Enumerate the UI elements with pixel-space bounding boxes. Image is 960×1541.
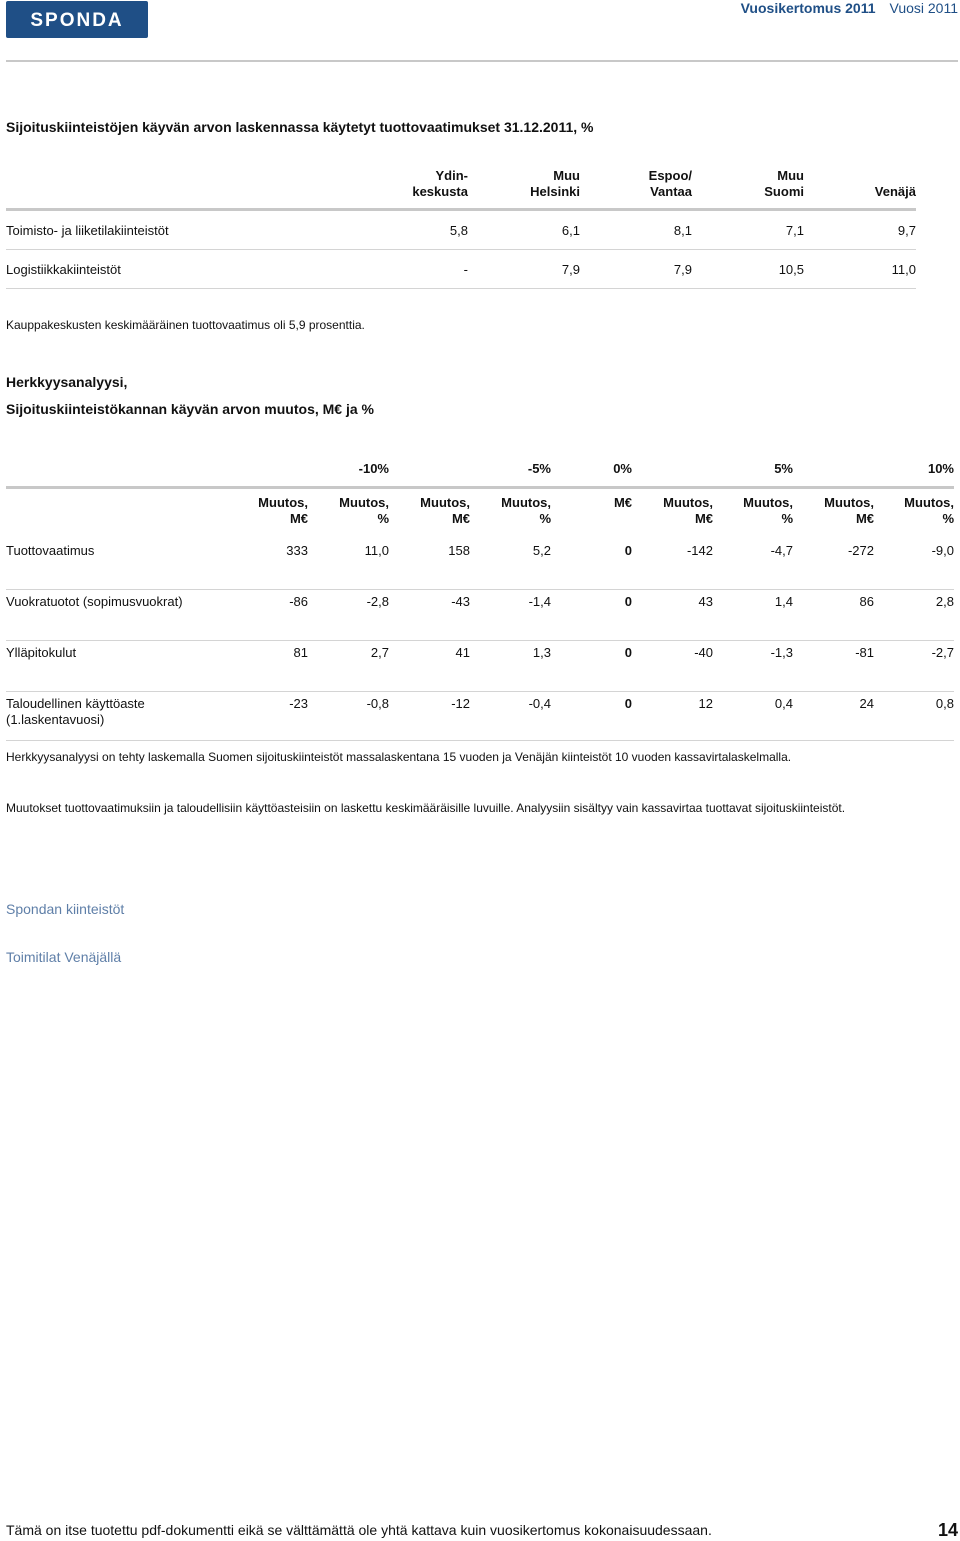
table-cell: 24 [793,692,874,741]
yield-table-header-row [6,168,916,210]
scenario-header-cell: -10% [308,461,389,488]
sponda-logo [6,1,148,38]
table-cell: 10,5 [692,250,804,289]
table-cell: 11,0 [804,250,916,289]
unit-header-cell: Muutos, M€ [824,495,874,526]
table-row [6,210,916,250]
link-russia-premises[interactable]: Toimitilat Venäjällä [6,949,122,965]
table-cell: -142 [632,539,713,590]
yield-table [6,168,916,289]
table-cell: 333 [228,539,308,590]
table-cell: -81 [793,641,874,692]
table-cell: 81 [228,641,308,692]
table-cell: -12 [389,692,470,741]
table-cell: 0 [551,692,632,741]
table-cell: 7,1 [692,210,804,250]
table-cell: 1,4 [713,590,793,641]
year-label: Vuosi 2011 [889,0,958,16]
table-cell: -272 [793,539,874,590]
unit-header-cell: Muutos, % [743,495,793,526]
table-cell: -1,3 [713,641,793,692]
yield-header-cell: Muu Suomi [692,168,804,210]
footer-disclaimer: Tämä on itse tuotettu pdf-dokumentti eikä se välttämättä ole yhtä kattava kuin vuosikertomus kokonaisuudessaan. [6,1522,712,1538]
table-cell: 158 [389,539,470,590]
table-cell: 6,1 [468,210,580,250]
yield-header-cell: Espoo/ Vantaa [580,168,692,210]
scenario-header-cell [632,461,713,488]
table-cell: 0 [551,590,632,641]
table-cell: 7,9 [468,250,580,289]
unit-header-cell: Muutos, M€ [663,495,713,526]
table-row [6,590,954,641]
table-cell: 2,8 [874,590,954,641]
table-cell: -2,8 [308,590,389,641]
table-cell: -23 [228,692,308,741]
table-cell: - [246,250,468,289]
logo-text: SPONDA [30,9,124,30]
row-label: Ylläpitokulut [6,641,228,692]
table-cell: 43 [632,590,713,641]
table-row [6,692,954,741]
table-cell: -0,8 [308,692,389,741]
unit-header-cell: M€ [613,495,632,510]
scenario-header-cell [6,461,228,488]
sensitivity-note-1: Herkkyysanalyysi on tehty laskemalla Suomen sijoituskiinteistöt massalaskentana 15 vuoden ja Venäjän kiinteistöt 10 vuoden kassavirtalaskelmalla. [6,750,792,764]
table-cell: 0 [551,539,632,590]
table-cell: -1,4 [470,590,551,641]
table-cell: -9,0 [874,539,954,590]
table-cell: -2,7 [874,641,954,692]
page-number: 14 [937,1520,958,1540]
table-cell: 0,8 [874,692,954,741]
unit-header-row [6,488,954,540]
table-cell: 7,9 [580,250,692,289]
unit-header-cell [6,488,228,540]
table-cell: -40 [632,641,713,692]
sensitivity-title [6,369,374,422]
table-cell: 8,1 [580,210,692,250]
unit-header-cell: Muutos, % [904,495,954,526]
row-label: Tuottovaatimus [6,539,228,590]
table-cell: -43 [389,590,470,641]
sensitivity-table [6,461,954,741]
header-divider [6,60,958,62]
table-cell: 41 [389,641,470,692]
table-cell: 0,4 [713,692,793,741]
table-cell: 9,7 [804,210,916,250]
row-label: Logistiikkakiinteistöt [6,250,246,289]
link-properties[interactable]: Spondan kiinteistöt [6,901,125,917]
report-title: Vuosikertomus 2011 [740,0,876,16]
yield-header-cell: Ydin- keskusta [246,168,468,210]
table-cell: 5,2 [470,539,551,590]
row-label: Taloudellinen käyttöaste (1.laskentavuosi) [6,692,228,741]
yield-header-cell [6,168,246,210]
table-cell: -4,7 [713,539,793,590]
row-label: Vuokratuotot (sopimusvuokrat) [6,590,228,641]
scenario-header-cell: 5% [713,461,793,488]
header-right [741,0,958,16]
table-row [6,250,916,289]
unit-header-cell: Muutos, M€ [420,495,470,526]
scenario-header-cell [228,461,308,488]
table-cell: -86 [228,590,308,641]
unit-header-cell: Muutos, M€ [258,495,308,526]
scenario-header-cell: -5% [470,461,551,488]
sponda-logo-wordmark [22,10,132,30]
table-cell: 1,3 [470,641,551,692]
table-cell: 12 [632,692,713,741]
table-cell: 86 [793,590,874,641]
table-cell: 11,0 [308,539,389,590]
table-row [6,641,954,692]
yield-table-title: Sijoituskiinteistöjen käyvän arvon laskennassa käytetyt tuottovaatimukset 31.12.2011, % [6,119,594,135]
scenario-header-cell: 0% [551,461,632,488]
scenario-header-cell: 10% [874,461,954,488]
sensitivity-title-line2: Sijoituskiinteistökannan käyvän arvon muutos, M€ ja % [6,400,374,417]
scenario-header-cell [793,461,874,488]
sensitivity-title-line1: Herkkyysanalyysi, [6,374,128,390]
table-cell: -0,4 [470,692,551,741]
scenario-header-cell [389,461,470,488]
row-label: Toimisto- ja liiketilakiinteistöt [6,210,246,250]
table-row [6,539,954,590]
scenario-header-row [6,461,954,488]
yield-note: Kauppakeskusten keskimääräinen tuottovaatimus oli 5,9 prosenttia. [6,318,365,332]
table-cell: 0 [551,641,632,692]
yield-header-cell: Venäjä [804,168,916,210]
unit-header-cell: Muutos, % [501,495,551,526]
unit-header-cell: Muutos, % [339,495,389,526]
yield-header-cell: Muu Helsinki [468,168,580,210]
table-cell: 2,7 [308,641,389,692]
sensitivity-note-2: Muutokset tuottovaatimuksiin ja taloudellisiin käyttöasteisiin on laskettu keskimääräisille luvuille. Analyysiin sisältyy vain kassavirtaa tuottavat sijoituskiinteistöt. [6,801,846,815]
table-cell: 5,8 [246,210,468,250]
